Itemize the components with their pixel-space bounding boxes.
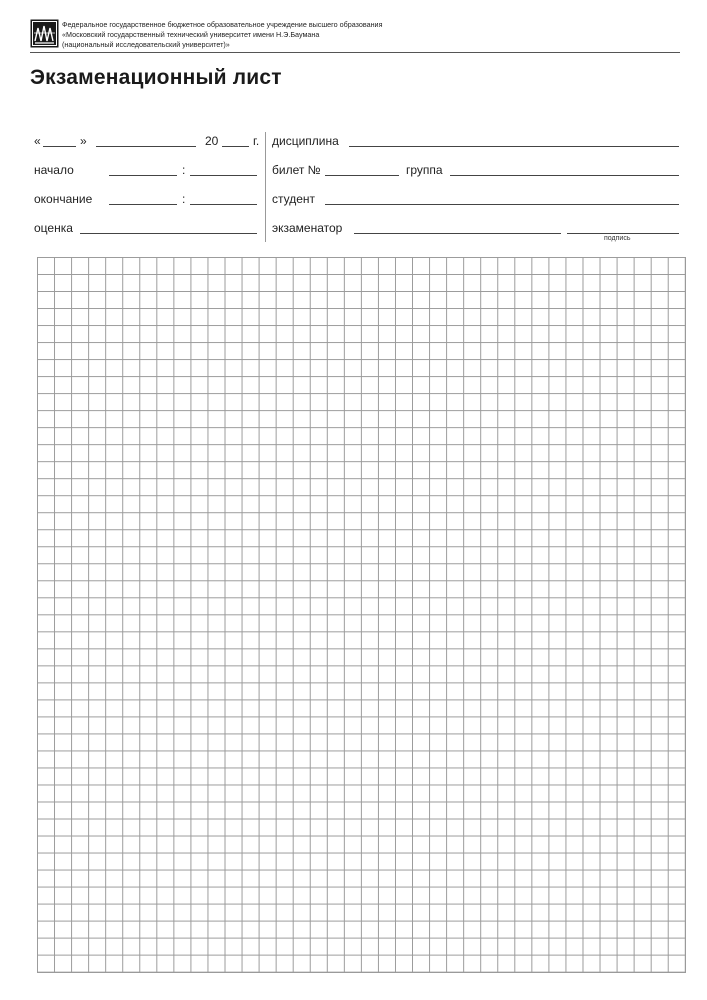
year-prefix: 20 — [205, 134, 219, 148]
discipline-label: дисциплина — [272, 134, 339, 148]
grade-field[interactable] — [80, 233, 257, 234]
date-close-quote: » — [80, 134, 87, 148]
institution-line-2: «Московский государственный технический университет имени Н.Э.Баумана — [62, 30, 320, 39]
university-emblem-icon — [30, 19, 59, 48]
group-field[interactable] — [450, 175, 679, 176]
examiner-name-field[interactable] — [354, 233, 561, 234]
signature-caption: подпись — [604, 235, 631, 242]
group-label: группа — [406, 163, 443, 177]
header-divider — [30, 52, 680, 53]
institution-line-1: Федеральное государственное бюджетное образовательное учреждение высшего образования — [62, 20, 383, 29]
student-field[interactable] — [325, 204, 679, 205]
student-label: студент — [272, 192, 316, 206]
answer-grid[interactable] — [37, 257, 686, 973]
start-label: начало — [34, 163, 74, 177]
date-day-field[interactable] — [43, 146, 76, 147]
form-column-divider — [265, 132, 266, 242]
date-year-field[interactable] — [222, 146, 249, 147]
examiner-signature-field[interactable] — [567, 233, 679, 234]
examiner-label: экзаменатор — [272, 221, 343, 235]
start-time-separator: : — [182, 163, 186, 177]
end-hours-field[interactable] — [109, 204, 177, 205]
ticket-label: билет № — [272, 163, 321, 177]
ticket-field[interactable] — [325, 175, 399, 176]
grade-label: оценка — [34, 221, 73, 235]
end-time-separator: : — [182, 192, 186, 206]
date-open-quote: « — [34, 134, 41, 148]
discipline-field[interactable] — [349, 146, 679, 147]
date-month-field[interactable] — [96, 146, 196, 147]
end-minutes-field[interactable] — [190, 204, 257, 205]
institution-line-3: (национальный исследовательский университет)» — [62, 40, 230, 49]
start-minutes-field[interactable] — [190, 175, 257, 176]
start-hours-field[interactable] — [109, 175, 177, 176]
page-title: Экзаменационный лист — [30, 66, 282, 89]
year-suffix: г. — [253, 134, 260, 148]
end-label: окончание — [34, 192, 93, 206]
